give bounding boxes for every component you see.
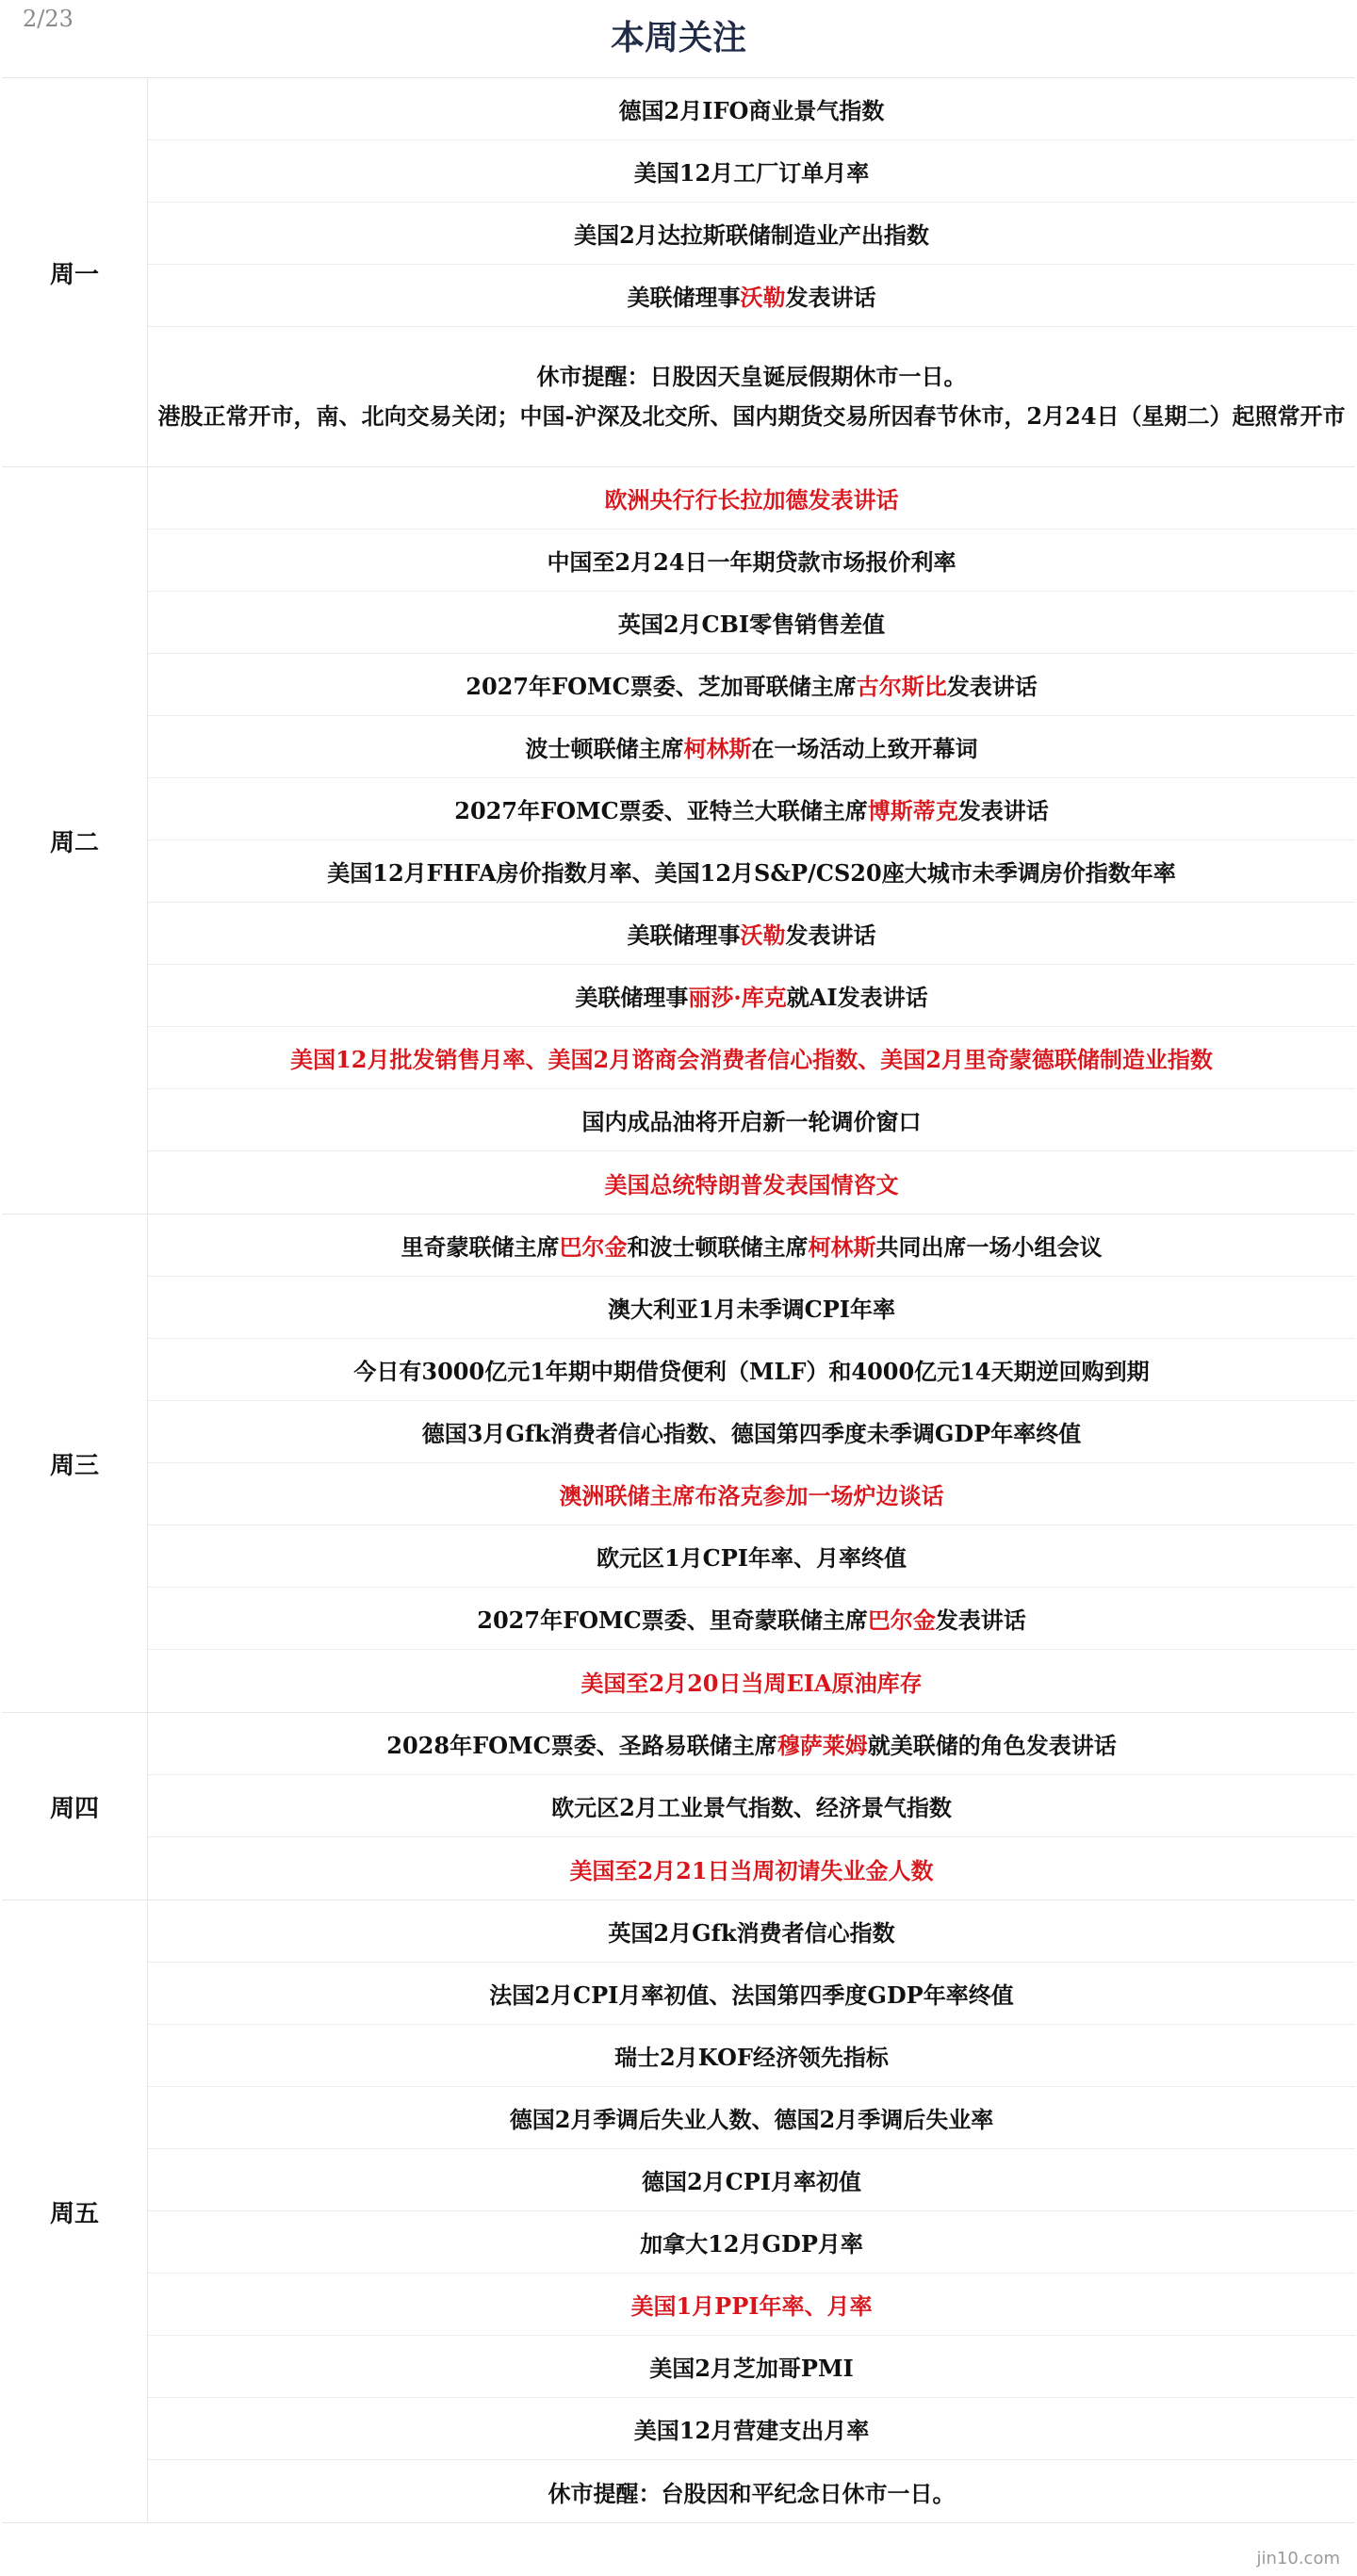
- event-list: [148, 1713, 1355, 1899]
- event-row: [148, 1027, 1355, 1089]
- notice-line: 休市提醒：日股因天皇诞辰假期休市一日。: [536, 363, 967, 390]
- event-text: 德国2月IFO商业景气指数: [618, 97, 885, 124]
- event-row: [148, 530, 1355, 592]
- highlighted-name: 柯林斯: [808, 1233, 876, 1261]
- event-row: [148, 1215, 1355, 1277]
- event-text: 和波士顿联储主席: [627, 1233, 809, 1261]
- event-row: [148, 203, 1355, 265]
- event-text: 美国2月芝加哥PMI: [649, 2355, 854, 2382]
- event-row: [148, 140, 1355, 203]
- page-number: 2/23: [23, 6, 74, 32]
- highlighted-name: 巴尔金: [867, 1606, 936, 1634]
- event-text: 发表讲话: [785, 921, 876, 949]
- highlighted-name: 穆萨莱姆: [777, 1732, 868, 1759]
- event-text: 共同出席一场小组会议: [875, 1233, 1103, 1261]
- event-text: 澳大利亚1月未季调CPI年率: [607, 1296, 896, 1323]
- event-text: 美国至2月21日当周初请失业金人数: [569, 1856, 934, 1884]
- event-row: [148, 716, 1355, 778]
- day-block: [2, 1900, 1355, 2523]
- page-title: 本周关注: [610, 18, 746, 57]
- event-text: 美国2月达拉斯联储制造业产出指数: [574, 221, 929, 249]
- event-row: [148, 1900, 1355, 1963]
- event-row: [148, 1650, 1355, 1712]
- event-text: 欧元区2月工业景气指数、经济景气指数: [551, 1794, 952, 1821]
- event-text: 法国2月CPI月率初值、法国第四季度GDP年率终值: [489, 1981, 1014, 2009]
- event-row: [148, 2398, 1355, 2460]
- event-row: [148, 1089, 1355, 1151]
- event-text: 发表讲话: [785, 284, 876, 311]
- event-text: 美联储理事: [627, 921, 741, 949]
- event-row: [148, 654, 1355, 716]
- event-row: [148, 2149, 1355, 2211]
- event-row: [148, 265, 1355, 327]
- event-row: [148, 1277, 1355, 1339]
- event-text: 中国至2月24日一年期贷款市场报价利率: [547, 548, 956, 576]
- event-row: [148, 778, 1355, 840]
- event-row: [148, 1713, 1355, 1775]
- day-block: [2, 1215, 1355, 1713]
- event-row: [148, 1775, 1355, 1837]
- event-text: 美国12月批发销售月率、美国2月谘商会消费者信心指数、美国2月里奇蒙德联储制造业指数: [290, 1046, 1213, 1073]
- event-text: 美国12月营建支出月率: [633, 2417, 870, 2444]
- day-block: [2, 78, 1355, 467]
- event-text: 波士顿联储主席: [525, 735, 684, 762]
- event-text: 2027年FOMC票委、芝加哥联储主席: [466, 673, 857, 700]
- event-text: 英国2月Gfk消费者信心指数: [608, 1919, 895, 1947]
- event-row: [148, 2087, 1355, 2149]
- event-list: [148, 1215, 1355, 1712]
- event-row: [148, 1588, 1355, 1650]
- event-text: 德国2月季调后失业人数、德国2月季调后失业率: [509, 2106, 994, 2133]
- event-row: [148, 1401, 1355, 1463]
- day-label: 周四: [2, 1713, 148, 1899]
- event-row: [148, 1339, 1355, 1401]
- event-row: [148, 1837, 1355, 1899]
- event-text: 德国2月CPI月率初值: [641, 2168, 862, 2195]
- event-text: 里奇蒙联储主席: [401, 1233, 560, 1261]
- event-text: 德国3月Gfk消费者信心指数、德国第四季度未季调GDP年率终值: [421, 1420, 1082, 1447]
- event-text: 发表讲话: [957, 797, 1049, 824]
- day-label: 周二: [2, 467, 148, 1214]
- day-label: 周三: [2, 1215, 148, 1712]
- event-list: [148, 78, 1355, 466]
- weekly-schedule-table: [2, 77, 1355, 2523]
- highlighted-name: 沃勒: [740, 921, 786, 949]
- event-row: [148, 1963, 1355, 2025]
- event-text: 美联储理事: [575, 984, 689, 1011]
- event-row: [148, 592, 1355, 654]
- event-text: 美国总统特朗普发表国情咨文: [604, 1170, 899, 1198]
- event-text: 澳洲联储主席布洛克参加一场炉边谈话: [559, 1482, 944, 1509]
- event-text: 2028年FOMC票委、圣路易联储主席: [386, 1732, 777, 1759]
- event-row: [148, 2025, 1355, 2087]
- event-text: 2027年FOMC票委、里奇蒙联储主席: [477, 1606, 868, 1634]
- event-list: [148, 467, 1355, 1214]
- highlighted-name: 沃勒: [740, 284, 786, 311]
- highlighted-name: 柯林斯: [683, 735, 752, 762]
- event-text: 英国2月CBI零售销售差值: [617, 611, 886, 638]
- event-row: [148, 2274, 1355, 2336]
- event-text: 今日有3000亿元1年期中期借贷便利（MLF）和4000亿元14天期逆回购到期: [353, 1358, 1150, 1385]
- highlighted-name: 丽莎·库克: [688, 984, 787, 1011]
- watermark: jin10.com: [1256, 2549, 1340, 2568]
- event-text: 欧元区1月CPI年率、月率终值: [596, 1544, 907, 1572]
- highlighted-name: 博斯蒂克: [867, 797, 958, 824]
- event-text: 2027年FOMC票委、亚特兰大联储主席: [454, 797, 868, 824]
- event-row: [148, 78, 1355, 140]
- event-row: [148, 1463, 1355, 1525]
- event-text: 国内成品油将开启新一轮调价窗口: [581, 1108, 922, 1135]
- event-text: 美国1月PPI年率、月率: [630, 2292, 873, 2320]
- day-block: [2, 467, 1355, 1215]
- event-row: [148, 2336, 1355, 2398]
- event-text: 就美联储的角色发表讲话: [867, 1732, 1117, 1759]
- event-row: [148, 467, 1355, 530]
- event-row: [148, 840, 1355, 903]
- market-closure-notice: [148, 327, 1355, 466]
- event-text: 加拿大12月GDP月率: [640, 2230, 863, 2258]
- event-text: 美国12月FHFA房价指数月率、美国12月S&P/CS20座大城市未季调房价指数年率: [327, 859, 1176, 887]
- day-block: [2, 1713, 1355, 1900]
- event-text: 在一场活动上致开幕词: [751, 735, 978, 762]
- day-label: 周五: [2, 1900, 148, 2522]
- event-text: 美国至2月20日当周EIA原油库存: [580, 1669, 923, 1697]
- event-row: [148, 1525, 1355, 1588]
- event-row: [148, 2460, 1355, 2522]
- highlighted-name: 古尔斯比: [856, 673, 947, 700]
- event-row: [148, 2211, 1355, 2274]
- event-row: [148, 1151, 1355, 1214]
- event-text: 美国12月工厂订单月率: [633, 159, 870, 187]
- event-text: 休市提醒：台股因和平纪念日休市一日。: [548, 2479, 956, 2507]
- event-list: [148, 1900, 1355, 2522]
- day-label: 周一: [2, 78, 148, 466]
- event-row: [148, 965, 1355, 1027]
- event-text: 就AI发表讲话: [786, 984, 928, 1011]
- event-text: 瑞士2月KOF经济领先指标: [614, 2044, 889, 2071]
- notice-line: 港股正常开市，南、北向交易关闭；中国-沪深及北交所、国内期货交易所因春节休市，2月24日（星期二）起照常开市: [157, 402, 1346, 430]
- event-text: 发表讲话: [946, 673, 1038, 700]
- event-text: 发表讲话: [935, 1606, 1026, 1634]
- event-text: 美联储理事: [627, 284, 741, 311]
- event-row: [148, 903, 1355, 965]
- event-text: 欧洲央行行长拉加德发表讲话: [604, 486, 899, 514]
- highlighted-name: 巴尔金: [559, 1233, 628, 1261]
